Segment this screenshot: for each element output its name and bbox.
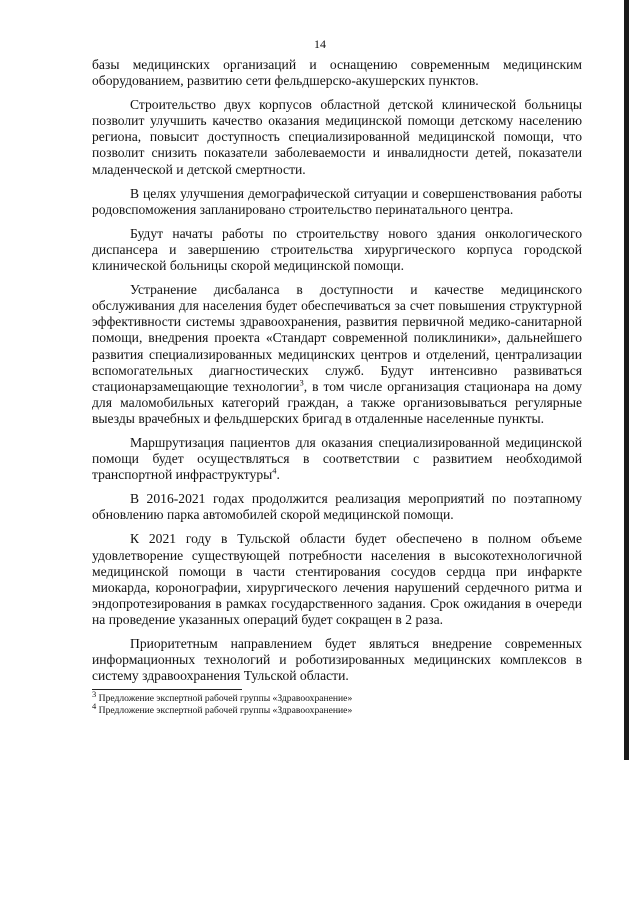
paragraph-routing-tail: . [276, 467, 280, 483]
paragraph-routing [92, 435, 582, 483]
paragraph-oncology-dispensary: Будут начаты работы по строительству нового здания онкологического диспансера и завершению строительства хирургического корпуса городской клинической больницы скорой медицинской помощи. [92, 225, 582, 274]
paragraph-high-tech-care: К 2021 году в Тульской области будет обеспечено в полном объеме удовлетворение существующей потребности населения в высокотехнологичной медицинской помощи в части стентирования сосудов сердца при инфаркте миокарда, коронографии, хирургического лечения нарушений сердечного ритма и эндопротезирования в рамках государственного задания. Срок ожидания в очереди на проведение указанных операций будет сокращен в 2 раза. [92, 531, 582, 627]
footnotes [92, 688, 582, 716]
footnote-ref-3: 3 [299, 377, 304, 388]
footnote-number: 3 [92, 688, 97, 699]
paragraph-continuation: базы медицинских организаций и оснащению современным медицинским оборудованием, развитию сети фельдшерско-акушерских пунктов. [92, 57, 582, 89]
paragraph-ambulance: В 2016-2021 годах продолжится реализация мероприятий по поэтапному обновлению парка автомобилей скорой медицинской помощи. [92, 491, 582, 523]
footnote-text: Предложение экспертной рабочей группы «Здравоохранение» [96, 693, 353, 704]
paragraph-imbalance-text: Устранение дисбаланса в доступности и качестве медицинского обслуживания для населения будет обеспечиваться за счет повышения структурной эффективности системы здравоохранения, развития первичной медико-санитарной помощи, внедрения проекта «Стандарт современной поликлиники», дальнейшего развития специализированных медицинских центров и отделений, централизации вспомогательных диагностических служб. Будут интенсивно развиваться стационарзамещающие технологии [92, 282, 582, 394]
footnote-4 [92, 700, 582, 717]
footnote-text: Предложение экспертной рабочей группы «Здравоохранение» [96, 704, 353, 716]
footnote-number: 4 [92, 700, 97, 711]
paragraph-childrens-hospital: Строительство двух корпусов областной детской клинической больницы позволит улучшить качество оказания медицинской помощи детскому населению региона, повысит доступность специализированной медицинской помощи, что позволит снизить показатели заболеваемости и инвалидности детей, показатели младенческой и детской смертности. [92, 97, 582, 177]
document-body [92, 57, 582, 692]
paragraph-routing-text: Маршрутизация пациентов для оказания специализированной медицинской помощи будет осуществляться в соответствии с развитием необходимой транспортной инфраструктуры [92, 434, 582, 483]
paragraph-imbalance-tail: , в том числе организация стационара на дому для маломобильных категорий граждан, а также организовываться регулярные выезды врачебных и фельдшерских бригад в отдаленные населенные пункты. [92, 378, 582, 426]
scan-edge-bar [624, 0, 629, 760]
paragraph-imbalance [92, 282, 582, 427]
page-number: 14 [314, 37, 326, 51]
paragraph-perinatal-center: В целях улучшения демографической ситуации и совершенствования работы родовспоможения запланировано строительство перинатального центра. [92, 185, 582, 217]
paragraph-it-robotics: Приоритетным направлением будет являться внедрение современных информационных технологий и роботизированных медицинских комплексов в систему здравоохранения Тульской области. [92, 636, 582, 684]
footnote-separator [92, 689, 242, 690]
footnote-3 [92, 688, 582, 705]
footnote-ref-4: 4 [272, 465, 277, 476]
